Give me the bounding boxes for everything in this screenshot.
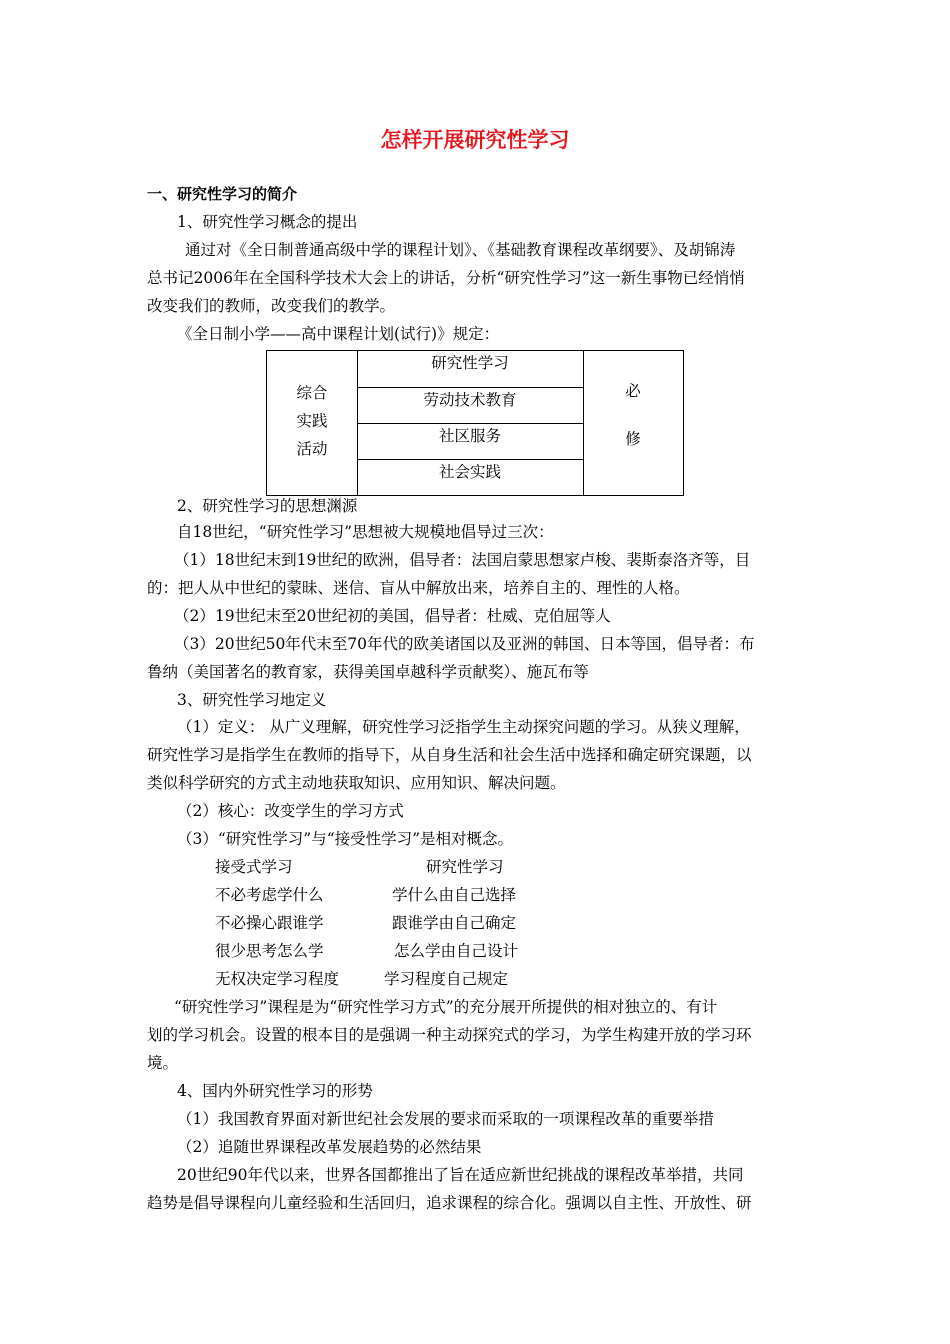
paragraph-line: 趋势是倡导课程向儿童经验和生活回归，追求课程的综合化。强调以自主性、开放性、研 [147, 1194, 752, 1212]
compare-right: 怎么学由自己设计 [394, 942, 519, 960]
table-right-cell [583, 381, 683, 449]
table-text: 活动 [296, 440, 328, 458]
table-text: 实践 [296, 412, 328, 430]
subheading-1: 1、研究性学习概念的提出 [177, 213, 358, 231]
compare-left: 不必考虑学什么 [215, 886, 324, 904]
paragraph-line: （2）19世纪末至20世纪初的美国，倡导者：杜威、克伯屈等人 [174, 607, 611, 625]
paragraph-line: （2）追随世界课程改革发展趋势的必然结果 [177, 1138, 482, 1156]
table-cell: 社区服务 [438, 427, 501, 445]
table-divider [357, 387, 583, 388]
subheading-4: 4、国内外研究性学习的形势 [177, 1082, 373, 1100]
paragraph-line: 通过对《全日制普通高级中学的课程计划》、《基础教育课程改革纲要》、及胡锦涛 [185, 241, 736, 259]
paragraph-line: 划的学习机会。设置的根本目的是强调一种主动探究式的学习，为学生构建开放的学习环 [147, 1026, 752, 1044]
paragraph-line: （2）核心：改变学生的学习方式 [177, 802, 404, 820]
table-text: 修 [625, 430, 641, 448]
paragraph-line: （1）我国教育界面对新世纪社会发展的要求而采取的一项课程改革的重要举措 [177, 1110, 714, 1128]
paragraph-line: “研究性学习”课程是为“研究性学习方式”的充分展开所提供的相对独立的、有计 [174, 998, 718, 1016]
table-cell: 社会实践 [438, 463, 501, 481]
table-text: 必 [625, 382, 641, 400]
compare-right: 学什么由自己选择 [392, 886, 517, 904]
table-text: 综合 [296, 384, 328, 402]
subheading-2: 2、研究性学习的思想渊源 [177, 497, 358, 515]
compare-left: 无权决定学习程度 [215, 970, 340, 988]
paragraph-line: （3）20世纪50年代末至70年代的欧美诸国以及亚洲的韩国、日本等国，倡导者：布 [174, 635, 755, 653]
paragraph-line: 研究性学习是指学生在教师的指导下，从自身生活和社会生活中选择和确定研究课题，以 [147, 746, 752, 764]
table-left-cell [267, 379, 357, 463]
paragraph-line: 20世纪90年代以来，世界各国都推出了旨在适应新世纪挑战的课程改革举措，共同 [177, 1166, 744, 1184]
paragraph-line: 改变我们的教师，改变我们的教学。 [147, 297, 396, 315]
subheading-3: 3、研究性学习地定义 [177, 691, 327, 709]
paragraph-line: （3）“研究性学习”与“接受性学习”是相对概念。 [177, 830, 514, 848]
paragraph-line: （1）定义： 从广义理解，研究性学习泛指学生主动探究问题的学习。从狭义理解， [177, 718, 750, 736]
section-heading-1: 一、研究性学习的简介 [147, 185, 298, 203]
compare-left: 很少思考怎么学 [215, 942, 324, 960]
compare-left: 不必操心跟谁学 [215, 914, 324, 932]
page-title: 怎样开展研究性学习 [380, 128, 570, 152]
curriculum-table [266, 350, 684, 496]
compare-left: 接受式学习 [215, 858, 293, 876]
paragraph-line: 总书记2006年在全国科学技术大会上的讲话，分析“研究性学习”这一新生事物已经悄悄 [147, 269, 745, 287]
paragraph-line: 自18世纪，“研究性学习”思想被大规模地倡导过三次： [177, 523, 554, 541]
table-divider [357, 423, 583, 424]
paragraph-line: 《全日制小学——高中课程计划(试行)》规定： [177, 325, 500, 343]
table-cell: 劳动技术教育 [423, 391, 517, 409]
paragraph-line: 境。 [147, 1054, 179, 1072]
compare-right: 跟谁学由自己确定 [392, 914, 517, 932]
table-divider [357, 459, 583, 460]
table-cell: 研究性学习 [431, 354, 509, 372]
paragraph-line: （1）18世纪末到19世纪的欧洲，倡导者：法国启蒙思想家卢梭、裴斯泰洛齐等，目 [174, 551, 751, 569]
compare-right: 研究性学习 [426, 858, 504, 876]
paragraph-line: 鲁纳（美国著名的教育家，获得美国卓越科学贡献奖）、施瓦布等 [147, 663, 589, 681]
compare-right: 学习程度自己规定 [384, 970, 509, 988]
paragraph-line: 类似科学研究的方式主动地获取知识、应用知识、解决问题。 [147, 774, 566, 792]
paragraph-line: 的：把人从中世纪的蒙昧、迷信、盲从中解放出来，培养自主的、理性的人格。 [147, 579, 690, 597]
